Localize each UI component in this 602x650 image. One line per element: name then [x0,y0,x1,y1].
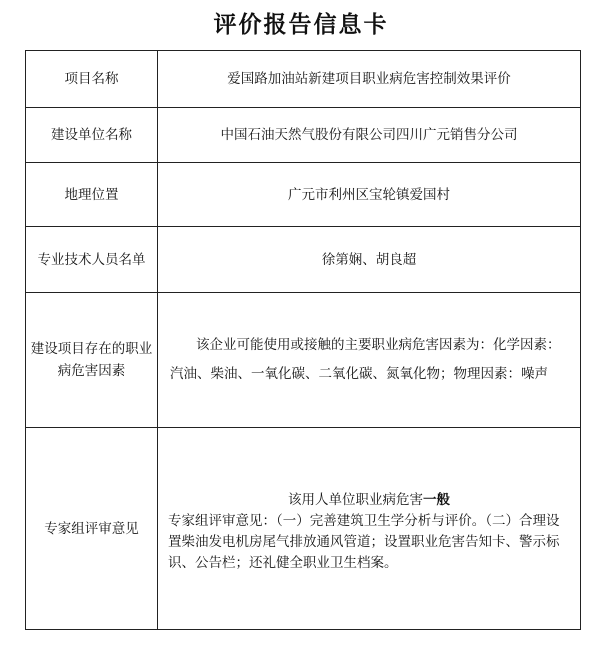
row-label: 专业技术人员名单 [26,227,158,293]
row-label: 地理位置 [26,163,158,227]
verdict-level: 一般 [423,491,450,508]
table-row-project-name [26,51,581,108]
row-label: 专家组评审意见 [26,428,158,630]
table-row-hazard-factors [26,293,581,428]
row-value: 中国石油天然气股份有限公司四川广元销售分公司 [158,108,581,163]
expert-opinion-text: 专家组评审意见：（一）完善建筑卫生学分析与评价。（二）合理设置柴油发电机房尾气排放通风管道；设置职业危害告知卡、警示标识、公告栏；还礼健全职业卫生档案。 [168,512,560,571]
row-value: 广元市利州区宝轮镇爱国村 [158,163,581,227]
table-row-construction-unit [26,108,581,163]
row-value [158,428,581,630]
verdict-prefix: 该用人单位职业病危害 [288,491,423,508]
row-label: 建设单位名称 [26,108,158,163]
verdict-line [168,490,570,511]
table-row-expert-opinion [26,428,581,630]
table-row-location [26,163,581,227]
row-label: 建设项目存在的职业病危害因素 [26,293,158,428]
table-row-technical-staff [26,227,581,293]
row-value: 徐第娴、胡良超 [158,227,581,293]
row-value [158,293,581,428]
info-card-table [25,50,581,630]
row-label: 项目名称 [26,51,158,108]
hazard-factors-text: 该企业可能使用或接触的主要职业病危害因素为：化学因素：汽油、柴油、一氧化碳、二氧化碳、氮氧化物；物理因素：噪声 [170,337,561,382]
row-value: 爱国路加油站新建项目职业病危害控制效果评价 [158,51,581,108]
page-title: 评价报告信息卡 [213,12,389,38]
